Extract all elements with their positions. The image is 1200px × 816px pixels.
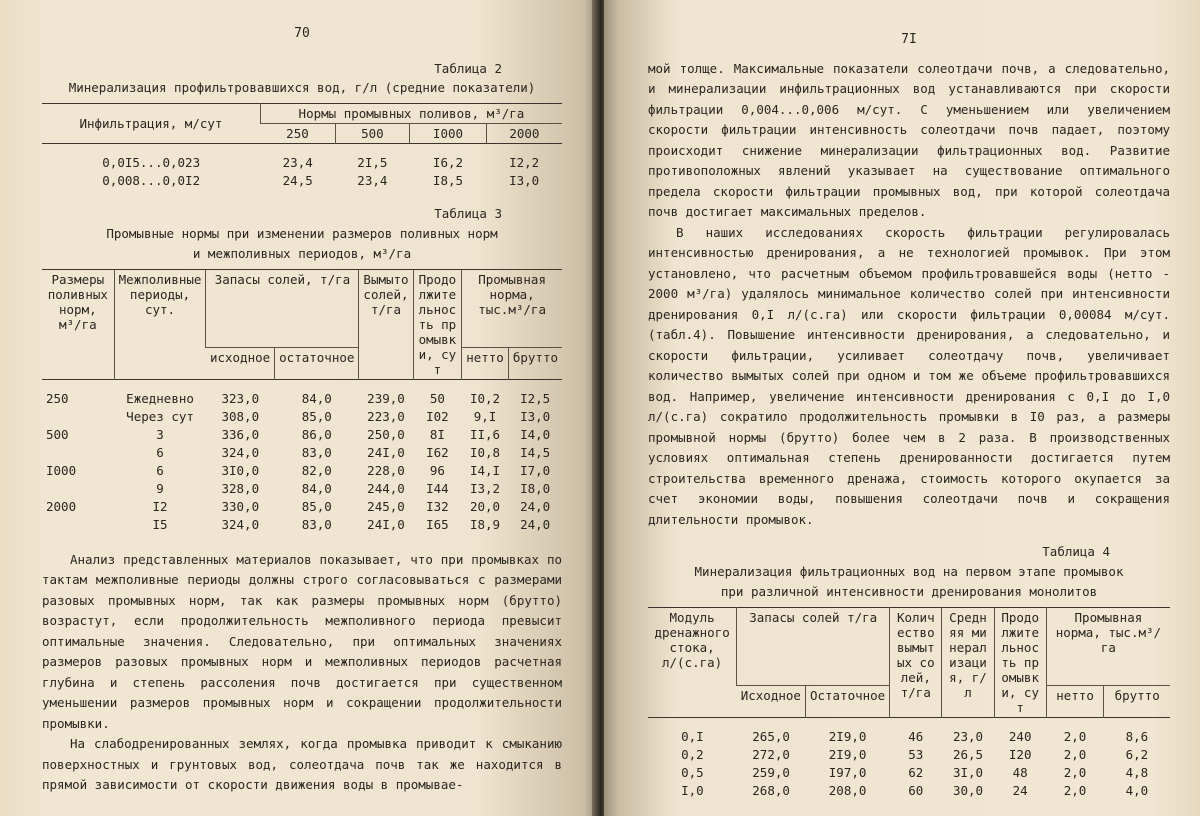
page-number-left: 70 — [294, 26, 310, 41]
table3-cell: 83,0 — [301, 516, 332, 532]
table-row — [648, 746, 1170, 764]
table4-cell: 53 — [908, 746, 924, 762]
table3-title-line2: и межполивных периодов, м³/га — [192, 245, 412, 261]
table3-cell: I3,0 — [520, 408, 551, 424]
table3-cell — [42, 480, 114, 498]
table4-cell: 2I9,0 — [828, 746, 867, 762]
table3 — [42, 269, 562, 534]
table4-header-remaining: Остаточное — [805, 686, 889, 717]
table3-cell: 500 — [46, 426, 69, 442]
table4-header-norm: Промывная норма, тыс.м³/га — [1046, 607, 1170, 686]
table-row — [42, 480, 562, 498]
right-page — [604, 0, 1200, 816]
table-row — [648, 764, 1170, 782]
table4-cell: 0,5 — [681, 764, 704, 780]
table4-cell: 0,I — [681, 728, 704, 744]
table2-cell: I8,5 — [432, 173, 464, 188]
table4-header-initial: Исходное — [737, 686, 806, 717]
table3-cell: 245,0 — [367, 498, 405, 514]
table3-cell: 24,0 — [520, 498, 551, 514]
table2-header-norm: I000 — [410, 124, 487, 144]
table3-cell: 228,0 — [367, 462, 405, 478]
table3-cell: 24,0 — [520, 516, 551, 532]
table3-cell: 96 — [429, 462, 445, 478]
table-row — [42, 408, 562, 426]
table4-header-amount: Количество вымытых солей, т/га — [890, 607, 942, 717]
table2-title: Минерализация профильтровавшихся вод, г/л (средние показатели) — [68, 80, 536, 95]
table4-header-mineral: Средняя минерализация, г/л — [942, 607, 994, 717]
table3-header-size: Размеры поливных норм, м³/га — [47, 271, 108, 332]
table3-cell: 24I,0 — [367, 444, 405, 460]
table3-header-stock: Запасы солей, т/га — [206, 269, 359, 348]
table3-cell: 20,0 — [469, 498, 501, 514]
table3-cell: I5 — [152, 516, 168, 532]
table3-cell: 223,0 — [367, 408, 405, 424]
table4 — [648, 607, 1170, 800]
table4-cell: 62 — [908, 764, 924, 780]
table3-cell: 86,0 — [301, 426, 332, 442]
table4-header-module: Модуль дренажного стока, л/(с.га) — [654, 609, 730, 670]
table3-cell: I44 — [426, 480, 449, 496]
table4-cell: 8,6 — [1125, 728, 1149, 744]
table3-cell: Через сут — [126, 408, 194, 424]
table3-cell: 323,0 — [221, 390, 260, 406]
table3-cell: I0,8 — [469, 444, 501, 460]
table3-cell: 239,0 — [367, 390, 405, 406]
table3-cell: 250 — [46, 390, 69, 406]
table4-cell: 60 — [908, 782, 924, 798]
table3-header-initial: исходное — [206, 348, 275, 379]
table-row — [42, 462, 562, 480]
table4-cell: 3I,0 — [952, 764, 984, 780]
table2-cell: I6,2 — [432, 155, 464, 170]
table-row — [42, 154, 562, 172]
table4-cell: 2,0 — [1063, 728, 1087, 744]
right-paragraph-2: В наших исследованиях скорость фильтрации регулировалась интенсивностью дренирования, а не технологией промывок. При этом установлено, что расчетным объемом профильтровавшейся воды (нетто - 2000 м³/га) удалялось минимальное количество солей при интенсивности дренирования 0,I л/(с.га) или скорости фильтрации 0,00084 м/сут. (табл.4). Повышение интенсивности дренирования, а следовательно, и скорости фильтрации, усиливает солеотдачу почв, увеличивает количество вымытых солей при одном и том же объеме профильтровавшихся вод. Например, увеличение интенсивности дренирования с 0,I до I,0 л/(с.га) сократило продолжительность промывки в I0 раз, а размеры промывной нормы (брутто) более чем в 2 раза. В производственных условиях оптимальная степень дренированности достигается путем строительства временного дренажа, стоимость которого окупается за счет экономии воды, повышения солеотдачи почв и сокращения длительности промывок. — [648, 224, 1170, 527]
table3-cell: I000 — [46, 462, 77, 478]
table3-cell — [42, 408, 114, 426]
table4-cell: 30,0 — [952, 782, 984, 798]
table2-header-norm: 2000 — [486, 124, 562, 144]
table4-cell: 26,5 — [952, 746, 984, 762]
table3-cell: 308,0 — [221, 408, 260, 424]
table4-cell: I20 — [1008, 746, 1032, 762]
left-paragraph-2: На слабодренированных землях, когда промывка приводит к смыканию поверхностных и грунтовых вод, солеотдача почв так же находится в прямой зависимости от скорости движения воды в промывае- — [42, 736, 562, 792]
table4-caption: Таблица 4 — [1042, 544, 1110, 559]
table2-cell: 2I,5 — [357, 155, 388, 170]
table3-cell: 250,0 — [367, 426, 405, 442]
table3-cell: 6 — [156, 444, 164, 460]
table3-caption: Таблица 3 — [434, 206, 502, 221]
table4-cell: 2,0 — [1063, 764, 1087, 780]
table4-cell: I,0 — [681, 782, 704, 798]
table3-cell: 85,0 — [301, 498, 332, 514]
table-row — [42, 426, 562, 444]
table3-cell: I4,I — [469, 462, 501, 478]
table4-cell: 46 — [908, 728, 924, 744]
table4-header-stock: Запасы солей т/га — [737, 607, 890, 686]
table2 — [42, 103, 562, 190]
table4-cell: 272,0 — [752, 746, 790, 762]
page-number-right: 7I — [901, 32, 917, 47]
table3-cell: I02 — [426, 408, 449, 424]
table4-cell: 23,0 — [952, 728, 984, 744]
table-row — [42, 516, 562, 534]
table2-cell: I2,2 — [509, 155, 540, 170]
table2-caption: Таблица 2 — [434, 60, 502, 76]
table2-cell: 0,0I5...0,023 — [102, 155, 201, 170]
table3-cell: I4,0 — [520, 426, 551, 442]
table-row — [648, 782, 1170, 800]
table3-cell: I3,2 — [469, 480, 501, 496]
table-row — [42, 498, 562, 516]
table3-cell — [42, 516, 114, 534]
table4-header-duration: Продолжительность промывки, сут — [994, 607, 1046, 717]
left-page — [0, 0, 596, 816]
table4-cell: 2I9,0 — [828, 728, 867, 744]
table2-header-norm: 250 — [260, 124, 335, 144]
table-row — [42, 172, 562, 190]
table2-header-norm: 500 — [335, 124, 410, 144]
table3-header-norm: Промывная норма, тыс.м³/га — [462, 269, 562, 348]
table3-cell: 50 — [429, 390, 445, 406]
table3-cell: 324,0 — [221, 444, 260, 460]
table-row — [648, 728, 1170, 746]
table3-cell: II,6 — [469, 426, 501, 442]
table3-cell: I8,0 — [520, 480, 551, 496]
table3-cell: I8,9 — [469, 516, 501, 532]
table4-cell: I97,0 — [828, 764, 867, 780]
table4-header-net: нетто — [1046, 686, 1104, 717]
table3-cell: 244,0 — [367, 480, 405, 496]
table3-cell: 82,0 — [301, 462, 332, 478]
table-row — [42, 444, 562, 462]
table2-cell: 24,5 — [282, 173, 313, 188]
table3-cell: 336,0 — [221, 426, 260, 442]
table3-title-line1: Промывные нормы при изменении размеров поливных норм — [106, 225, 498, 241]
table3-cell: 2000 — [46, 498, 77, 514]
table2-cell: I3,0 — [509, 173, 540, 188]
table4-cell: 259,0 — [752, 764, 790, 780]
table3-cell: 330,0 — [221, 498, 260, 514]
left-paragraph-1: Анализ представленных материалов показывает, что при промывках по тактам межполивные периоды должны строго согласовываться с размерами разовых промывных норм, так как размеры промывных норм (брутто) возрастут, если продолжительность межполивного периода превысит оптимальные значения. Следовательно, при оптимальных значениях размеров разовых промывных норм и межполивных периодов расчетная глубина и степень рассоления почв достигается при существенном уменьшении размеров промывных норм и сокращении продолжительности промывки. — [42, 551, 562, 731]
table2-header-norms: Нормы промывных поливов, м³/га — [260, 104, 562, 124]
table3-cell: 328,0 — [221, 480, 260, 496]
table3-header-gross: брутто — [508, 348, 562, 379]
table4-cell: 24 — [1012, 782, 1028, 798]
table3-cell — [42, 444, 114, 462]
table3-cell: I4,5 — [520, 444, 551, 460]
table4-cell: 265,0 — [752, 728, 790, 744]
table3-cell: I62 — [426, 444, 449, 460]
table4-header-gross: брутто — [1104, 686, 1170, 717]
table2-cell: 23,4 — [357, 173, 388, 188]
table3-header-net: нетто — [462, 348, 509, 379]
table3-cell: 24I,0 — [367, 516, 405, 532]
table3-cell: 8I — [429, 426, 445, 442]
table3-header-remaining: остаточное — [275, 348, 359, 379]
table3-cell: 84,0 — [301, 390, 332, 406]
table3-cell: 84,0 — [301, 480, 332, 496]
table2-cell: 0,008...0,0I2 — [102, 173, 201, 188]
right-paragraph-1: мой толще. Максимальные показатели солеотдачи почв, а следовательно, и минерализации инфильтрационных вод устанавливаются при скорости фильтрации 0,004...0,006 м/сут. С уменьшением или увеличением скорости фильтрации интенсивность солеотдачи почв падает, поэтому происходит снижение минерализации фильтрационных вод. Развитие противоположных явлений указывает на существование оптимального предела скорости фильтрации промывных вод, при которой солеотдача почв достигает максимальных пределов. — [648, 60, 1170, 219]
table3-cell: I2,5 — [520, 390, 551, 406]
table4-cell: 4,8 — [1125, 764, 1149, 780]
table3-header-period: Межполивные периоды, сут. — [114, 269, 206, 379]
table3-cell: 9 — [156, 480, 164, 496]
table3-cell: 83,0 — [301, 444, 332, 460]
table4-cell: 48 — [1012, 764, 1028, 780]
table4-title-line2: при различной интенсивности дренирования монолитов — [720, 583, 1098, 599]
table4-cell: 2,0 — [1063, 782, 1087, 798]
table3-cell: 6 — [156, 462, 164, 478]
table3-cell: 324,0 — [221, 516, 260, 532]
table3-cell: I2 — [152, 498, 168, 514]
table3-cell: 85,0 — [301, 408, 332, 424]
table3-cell: I65 — [426, 516, 449, 532]
table2-cell: 23,4 — [282, 155, 313, 170]
table3-cell: I32 — [426, 498, 449, 514]
table4-cell: 6,2 — [1125, 746, 1149, 762]
table3-cell: 3 — [156, 426, 164, 442]
table3-cell: I0,2 — [469, 390, 501, 406]
table4-cell: 2,0 — [1063, 746, 1087, 762]
table4-cell: 240 — [1008, 728, 1032, 744]
table3-cell: 3I0,0 — [221, 462, 260, 478]
table4-title-line1: Минерализация фильтрационных вод на первом этапе промывок — [694, 563, 1124, 579]
table4-cell: 268,0 — [752, 782, 790, 798]
table3-header-duration: Продолжительность промывки, сут — [413, 269, 462, 379]
table3-cell: 9,I — [473, 408, 497, 424]
table4-cell: 0,2 — [681, 746, 704, 762]
table4-cell: 4,0 — [1125, 782, 1149, 798]
table4-cell: 208,0 — [828, 782, 867, 798]
table3-cell: I7,0 — [520, 462, 551, 478]
table3-header-washed: Вымыто солей, т/га — [359, 269, 413, 379]
table-row — [42, 390, 562, 408]
table2-header-infiltration: Инфильтрация, м/сут — [79, 116, 223, 131]
table3-cell: Ежедневно — [126, 390, 194, 406]
